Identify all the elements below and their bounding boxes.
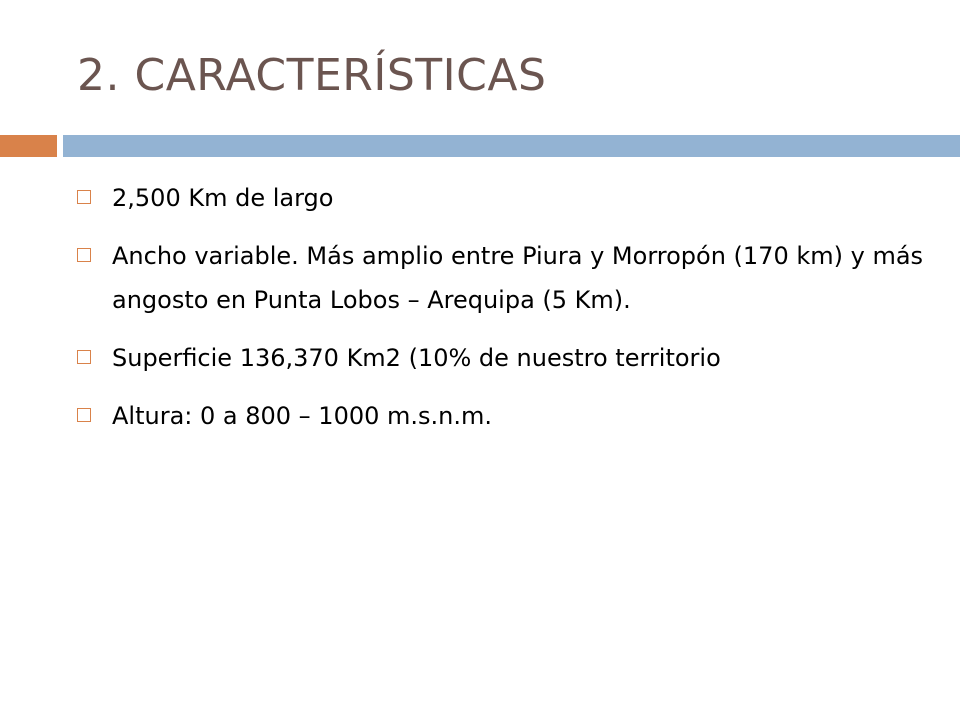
- square-outline-icon: [77, 408, 91, 422]
- bullet-item: [77, 336, 937, 380]
- square-outline-icon: [77, 190, 91, 204]
- bullet-text: Altura: 0 a 800 – 1000 m.s.n.m.: [112, 402, 492, 430]
- slide-title: 2. CARACTERÍSTICAS: [77, 50, 547, 101]
- square-outline-icon: [77, 248, 91, 262]
- square-outline-icon: [77, 350, 91, 364]
- accent-bar-blue: [63, 135, 960, 157]
- bullet-text: Ancho variable. Más amplio entre Piura y Morropón (170 km) y más angosto en Punta Lobos – Arequipa (5 Km).: [112, 242, 924, 314]
- bullet-text: 2,500 Km de largo: [112, 184, 334, 212]
- bullet-item: [77, 176, 937, 220]
- bullet-item: [77, 394, 937, 438]
- bullet-text: Superficie 136,370 Km2 (10% de nuestro territorio: [112, 344, 721, 372]
- accent-bar-orange: [0, 135, 57, 157]
- bullet-item: [77, 234, 937, 322]
- bullet-list: [77, 176, 937, 452]
